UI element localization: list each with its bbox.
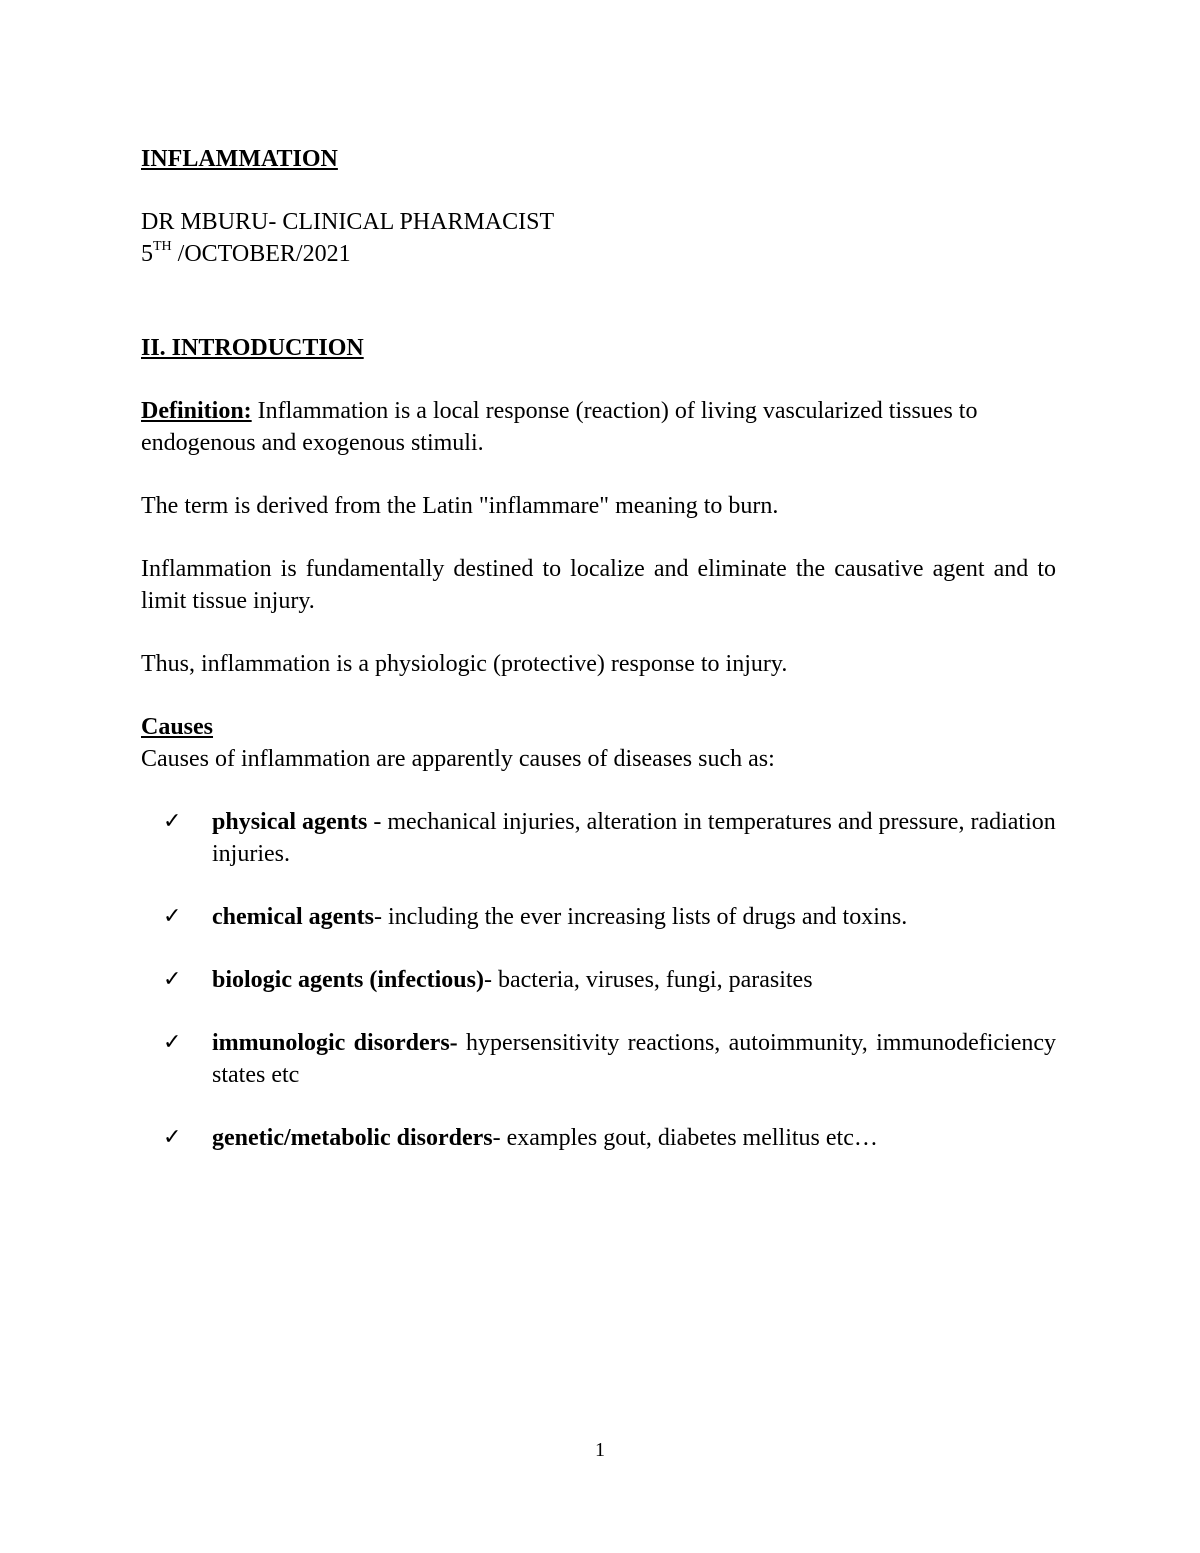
- definition-label: Definition:: [141, 398, 252, 424]
- document-title: INFLAMMATION: [141, 146, 338, 172]
- list-item-term: immunologic disorders-: [212, 1030, 458, 1056]
- list-item-text: [212, 1027, 1056, 1091]
- author-line: DR MBURU- CLINICAL PHARMACIST: [141, 209, 555, 235]
- list-item-term: genetic/metabolic disorders: [212, 1125, 493, 1151]
- causes-intro: Causes of inflammation are apparently causes of diseases such as:: [141, 746, 775, 772]
- list-item-term: biologic agents (infectious): [212, 967, 484, 993]
- paragraph-physiologic: Thus, inflammation is a physiologic (protective) response to injury.: [141, 651, 788, 677]
- checkmark-icon: ✓: [163, 809, 182, 834]
- checkmark-icon: ✓: [163, 967, 182, 992]
- list-item-description: - mechanical injuries, alteration in temperatures and pressure, radiation injuries.: [212, 809, 1056, 867]
- list-item-text: [212, 901, 1056, 933]
- section-heading-introduction: II. INTRODUCTION: [141, 335, 364, 361]
- list-item-text: [212, 1122, 1056, 1154]
- section-heading-causes: Causes: [141, 714, 214, 740]
- checkmark-icon: ✓: [163, 1125, 182, 1150]
- list-item: [163, 1027, 1056, 1091]
- date-rest: /OCTOBER/2021: [171, 241, 351, 267]
- date-suffix: TH: [153, 239, 172, 254]
- list-item-text: [212, 806, 1056, 870]
- checkmark-icon: ✓: [163, 904, 182, 929]
- list-item-description: - examples gout, diabetes mellitus etc…: [492, 1125, 878, 1151]
- list-item: [163, 901, 1056, 933]
- list-item-text: [212, 964, 1056, 996]
- list-item-description: - including the ever increasing lists of drugs and toxins.: [373, 904, 908, 930]
- list-item: [163, 1122, 1056, 1154]
- date-day: 5: [141, 241, 153, 267]
- list-item: [163, 964, 1056, 996]
- date-line: [141, 238, 1056, 270]
- definition-paragraph: [141, 395, 1056, 459]
- list-item-description: - bacteria, viruses, fungi, parasites: [483, 967, 813, 993]
- paragraph-purpose: Inflammation is fundamentally destined to localize and eliminate the causative agent and to limit tissue injury.: [141, 556, 1056, 614]
- list-item-term: chemical agents: [212, 904, 374, 930]
- list-item-term: physical agents: [212, 809, 368, 835]
- paragraph-latin-origin: The term is derived from the Latin "inflammare" meaning to burn.: [141, 493, 779, 519]
- list-item-description: hypersensitivity reactions, autoimmunity, immunodeficiency states etc: [212, 1030, 1057, 1088]
- list-item: [163, 806, 1056, 870]
- definition-text: Inflammation is a local response (reaction) of living vascularized tissues to endogenous and exogenous stimuli.: [141, 398, 978, 456]
- page-number: 1: [595, 1439, 605, 1461]
- checkmark-icon: ✓: [163, 1030, 182, 1055]
